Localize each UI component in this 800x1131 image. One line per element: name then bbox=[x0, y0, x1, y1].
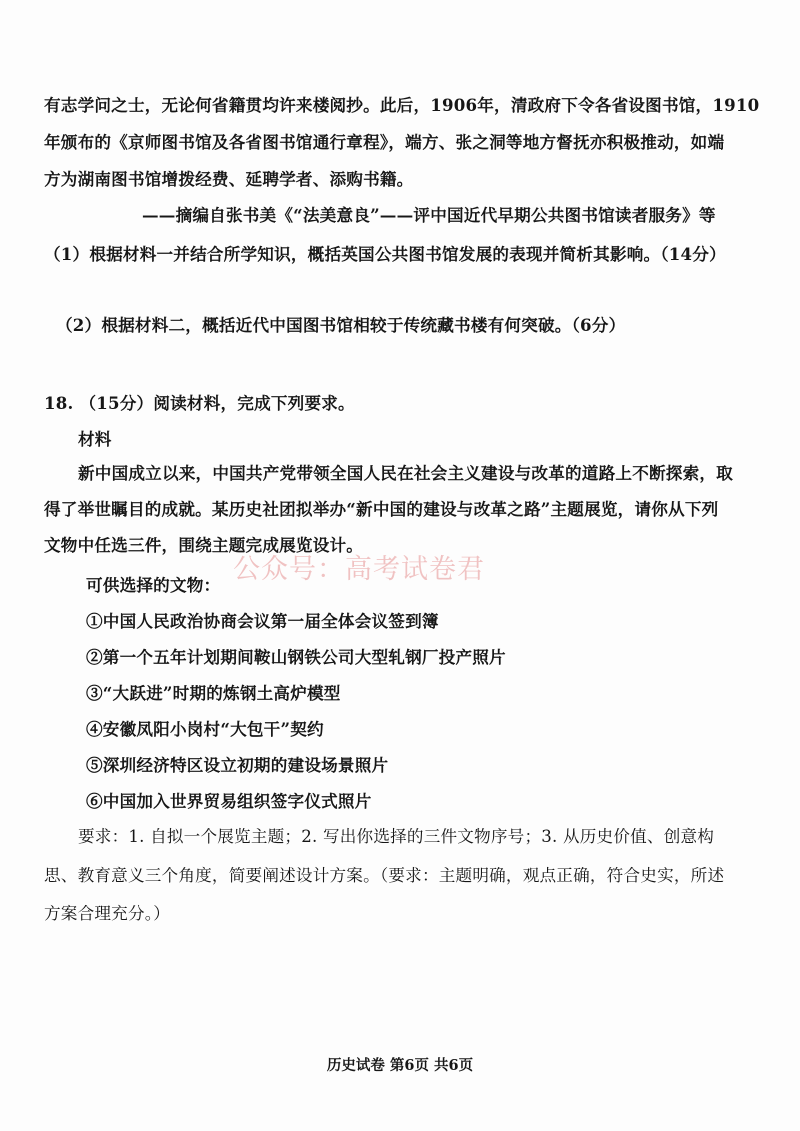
question-18-header: 18. （15分）阅读材料，完成下列要求。 bbox=[44, 393, 355, 413]
page-footer: 历史试卷 第6页 共6页 bbox=[326, 1057, 474, 1074]
option-item-2: ②第一个五年计划期间鞍山钢铁公司大型轧钢厂投产照片 bbox=[86, 647, 506, 667]
requirements-line: 思、教育意义三个角度，简要阐述设计方案。（要求：主题明确，观点正确，符合史实，所述 bbox=[44, 866, 725, 885]
material-label: 材料 bbox=[78, 429, 112, 449]
material-line: 得了举世瞩目的成就。某历史社团拟举办“新中国的建设与改革之路”主题展览，请你从下列 bbox=[44, 499, 719, 519]
option-item-5: ⑤深圳经济特区设立初期的建设场景照片 bbox=[86, 755, 389, 775]
option-item-6: ⑥中国加入世界贸易组织签字仪式照片 bbox=[86, 791, 372, 811]
option-item-3: ③“大跃进”时期的炼钢土高炉模型 bbox=[86, 683, 341, 703]
requirements-line: 要求：1. 自拟一个展览主题；2. 写出你选择的三件文物序号；3. 从历史价值、创意构 bbox=[78, 827, 715, 846]
material-line: 文物中任选三件，围绕主题完成展览设计。 bbox=[44, 535, 364, 555]
watermark-text: 公众号：高考试卷君 bbox=[233, 554, 485, 585]
paragraph-line: 年颁布的《京师图书馆及各省图书馆通行章程》，端方、张之洞等地方督抚亦积极推动，如端 bbox=[44, 132, 725, 152]
question-17-part-1: （1）根据材料一并结合所学知识，概括英国公共图书馆发展的表现并简析其影响。（14分） bbox=[44, 244, 726, 264]
material-line: 新中国成立以来，中国共产党带领全国人民在社会主义建设与改革的道路上不断探索，取 bbox=[78, 463, 733, 483]
options-label: 可供选择的文物： bbox=[86, 575, 221, 595]
option-item-4: ④安徽凤阳小岗村“大包干”契约 bbox=[86, 719, 324, 739]
source-citation: ——摘编自张书美《“法美意良”——评中国近代早期公共图书馆读者服务》等 bbox=[142, 205, 716, 225]
option-item-1: ①中国人民政治协商会议第一届全体会议签到簿 bbox=[86, 611, 439, 631]
question-17-part-2: （2）根据材料二，概括近代中国图书馆相较于传统藏书楼有何突破。（6分） bbox=[56, 315, 626, 335]
requirements-line: 方案合理充分。） bbox=[44, 904, 171, 923]
paragraph-line: 有志学问之士，无论何省籍贯均许来楼阅抄。此后，1906年，清政府下令各省设图书馆，1910 bbox=[44, 95, 760, 115]
paragraph-line: 方为湖南图书馆增拨经费、延聘学者、添购书籍。 bbox=[44, 169, 414, 189]
